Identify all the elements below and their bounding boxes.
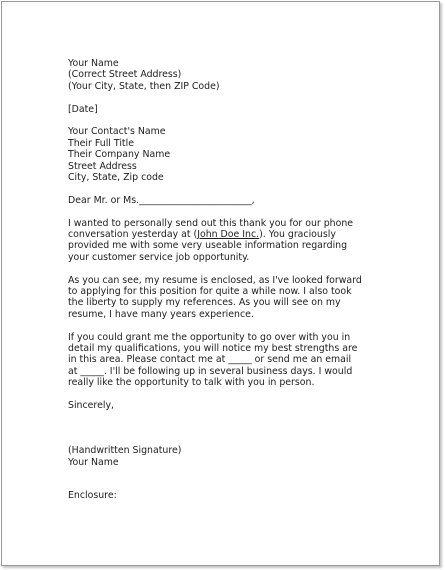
sender-address <box>68 58 428 92</box>
paragraph-3-line: detail my qualifications, you will notice my best strengths are <box>68 343 358 355</box>
paragraph-3-line: at _____. I'll be following up in several business days. I would <box>68 365 353 377</box>
signature-gap <box>68 411 428 445</box>
closing: Sincerely, <box>68 400 114 412</box>
enclosure-block <box>68 490 428 501</box>
paragraph-3-line: If you could grant me the opportunity to go over with you in <box>68 331 351 343</box>
recipient-street: Street Address <box>68 160 137 172</box>
paragraph-2-line: to applying for this position for quite a while now. I also took <box>68 286 352 298</box>
closing-block <box>68 400 428 411</box>
recipient-contact-name: Your Contact's Name <box>68 126 166 138</box>
paragraph-1-line: I wanted to personally send out this thank you for our phone <box>68 217 354 229</box>
paragraph-1-line: your customer service job opportunity. <box>68 251 250 263</box>
sender-city-line: (Your City, State, then ZIP Code) <box>68 80 220 92</box>
paragraph-3-line: really like the opportunity to talk with you in person. <box>68 377 315 389</box>
enclosure-gap <box>68 468 428 490</box>
paragraph-1-line <box>68 229 428 240</box>
signature-placeholder: (Handwritten Signature) <box>68 445 182 457</box>
sender-name: Your Name <box>68 58 119 69</box>
enclosure-label: Enclosure: <box>68 490 117 502</box>
paragraph-3 <box>68 332 428 389</box>
paragraph-2-line: the liberty to supply my references. As you will see on my <box>68 297 341 309</box>
paragraph-1-line-post: ). You graciously <box>259 229 336 241</box>
paragraph-2-line: As you can see, my resume is enclosed, as I've looked forward <box>68 274 362 286</box>
paragraph-1 <box>68 218 428 264</box>
paragraph-2-line: resume, I have many years experience. <box>68 308 254 320</box>
document-page <box>1 1 440 566</box>
paragraph-1-line: provided me with some very useable information regarding <box>68 240 348 252</box>
paragraph-1-line-pre: conversation yesterday at ( <box>68 229 198 241</box>
signature-block <box>68 445 428 468</box>
letter-date: [Date] <box>68 103 98 115</box>
paragraph-2 <box>68 275 428 321</box>
signature-name: Your Name <box>68 456 119 468</box>
recipient-address <box>68 126 428 183</box>
recipient-full-title: Their Full Title <box>68 137 134 149</box>
sender-street: (Correct Street Address) <box>68 69 182 81</box>
salutation-block <box>68 195 428 206</box>
date-block <box>68 104 428 115</box>
recipient-city-line: City, State, Zip code <box>68 172 164 184</box>
paragraph-3-line: in this area. Please contact me at _____ or send me an email <box>68 354 352 366</box>
letter-body <box>68 58 428 502</box>
salutation: Dear Mr. or Ms.________________________, <box>68 194 255 206</box>
recipient-company-name: Their Company Name <box>68 149 171 161</box>
company-name-underlined: John Doe Inc. <box>197 229 260 241</box>
